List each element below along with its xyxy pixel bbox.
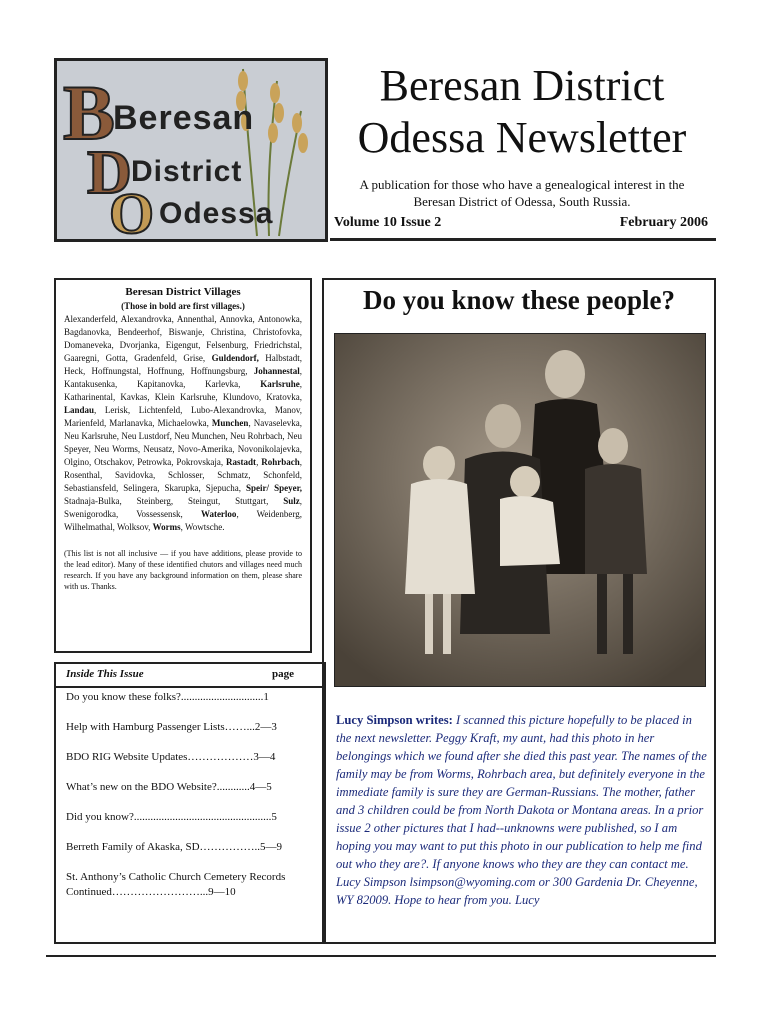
toc-item[interactable]: What’s new on the BDO Website?............4—5 [66, 781, 272, 793]
first-village-name: Johannestal [253, 366, 300, 376]
first-village-name: Speir/ Speyer, [246, 483, 302, 493]
toc-item[interactable]: BDO RIG Website Updates………………3—4 [66, 751, 276, 763]
newsletter-logo [54, 58, 328, 242]
article-lead: Lucy Simpson writes: [336, 713, 453, 727]
village-names: Alexanderfeld, Alexandrovka, Annenthal, Annovka, Antonowka, Bagdanovka, Bendeerhof, Biswanje, Christina, Christofovka, Domaneveka, Dvorjanka, Eigengut, Felsenburg, Friedrichstal, Gaaregni, Gotta, Gradenfeld, Grise, [64, 314, 302, 363]
bottom-divider [46, 955, 716, 957]
logo-word-beresan: Beresan [113, 99, 255, 137]
family-photo [334, 333, 706, 687]
first-village-name: Sulz [283, 496, 300, 506]
toc-header [56, 664, 324, 688]
toc-item[interactable]: Do you know these folks?..............................1 [66, 691, 269, 703]
issue-date: February 2006 [619, 215, 708, 230]
toc-item[interactable]: Help with Hamburg Passenger Lists……...2—3 [66, 721, 277, 733]
svg-text:B: B [63, 69, 116, 156]
first-village-name: Karlsruhe [260, 379, 300, 389]
villages-box [54, 278, 312, 653]
svg-text:D: D [87, 139, 132, 207]
village-names: Stadnaja-Bulka, Steinberg, Steingut, Stuttgart, [64, 496, 284, 506]
newsletter-title [330, 60, 714, 164]
article-title: Do you know these people? [362, 285, 676, 315]
village-names: , Swenigorodka, Vossessensk, [64, 496, 302, 519]
first-village-name: Rastadt [226, 457, 257, 467]
toc-heading: Inside This Issue [66, 668, 144, 680]
svg-text:O: O [109, 181, 155, 239]
villages-title: Beresan District Villages [125, 286, 241, 298]
first-village-name: Guldendorf, [211, 353, 259, 363]
villages-subtitle: (Those in bold are first villages.) [121, 301, 245, 311]
first-village-name: Worms [152, 522, 181, 532]
villages-list [64, 313, 302, 534]
village-names: Halbstadt, Heck, Hoffnungstal, Hoffnung, Hoffnungsburg, [64, 353, 302, 376]
village-names: , [256, 457, 262, 467]
title-line-1: Beresan District [379, 61, 665, 110]
village-names: , Weidenberg, Wilhelmathal, Wolksov, [64, 509, 302, 532]
village-names: , Wowtsche. [180, 522, 225, 532]
logo-word-district: District [131, 155, 243, 188]
toc-item[interactable]: Berreth Family of Akaska, SD……………..5—9 [66, 841, 283, 853]
title-line-2: Odessa Newsletter [357, 113, 687, 162]
inside-this-issue-box [54, 662, 326, 944]
village-names: , Rosenthal, Savidovka, Schlosser, Schmatz, Schonfeld, Sebastiansfeld, Selingera, Skarupka, Sjepucha, [64, 457, 302, 493]
village-names: , Navaselevka, Neu Karlsruhe, Neu Lustdorf, Neu Munchen, Neu Rohrbach, Neu Speyer, Neu Worms, Neusatz, Novo-Amerika, Novonikolajevka, Olgino, Otschakov, Petrowka, Pokrovskaja, [64, 418, 302, 467]
village-names: , Kantakusenka, Kapitanovka, Karlevka, [64, 366, 302, 389]
family-photo-image [335, 334, 705, 686]
toc-item[interactable]: Did you know?..................................................5 [66, 811, 277, 823]
article-body-text: I scanned this picture hopefully to be placed in the next newsletter. Peggy Kraft, my aunt, had this photo in her belongings which we found after she died this past year. The names of the family may be from Worms, Rohrbach area, but definitely everyone in the immediate family is sure they are German-Russians. The mother, father and 3 children could be from North Dakota or Montana areas. In a prior issue 2 other pictures that I had--unknowns were published, so I am hoping you may want to put this photo in our publication to help me find out who they are?. If anyone knows who they are they can contact me. Lucy Simpson lsimpson@wyoming.com or 300 Gardenia Dr. Cheyenne, WY 82009. Hope to hear from you. Lucy [336, 713, 707, 907]
first-village-name: Munchen [211, 418, 249, 428]
village-names: , Katharinental, Kavkas, Klein Karlsruhe, Klundovo, Kratovka, [64, 379, 302, 402]
article-body [336, 711, 708, 909]
first-village-name: Rohrbach [261, 457, 300, 467]
villages-note: (This list is not all inclusive — if you have additions, please provide to the lead editor). Many of these identified chutors and villages need much research. If you have any background information on them, please share with us. Thanks. [64, 549, 302, 591]
first-village-name: Waterloo [200, 509, 237, 519]
village-names: , Lerisk, Lichtenfeld, Lubo-Alexandrovka, Manov, Marienfeld, Marlanavka, Michaelowka, [64, 405, 302, 428]
masthead-divider [330, 238, 716, 241]
toc-item[interactable]: St. Anthony’s Catholic Church Cemetery Records Continued……………………...9—10 [66, 871, 286, 898]
logo-word-odessa: Odessa [159, 197, 274, 230]
newsletter-subtitle: A publication for those who have a genealogical interest in the Beresan District of Odessa, South Russia. [359, 177, 685, 209]
toc-page-heading: page [272, 668, 294, 680]
first-village-name: Landau [64, 405, 95, 415]
volume-issue: Volume 10 Issue 2 [334, 215, 442, 230]
